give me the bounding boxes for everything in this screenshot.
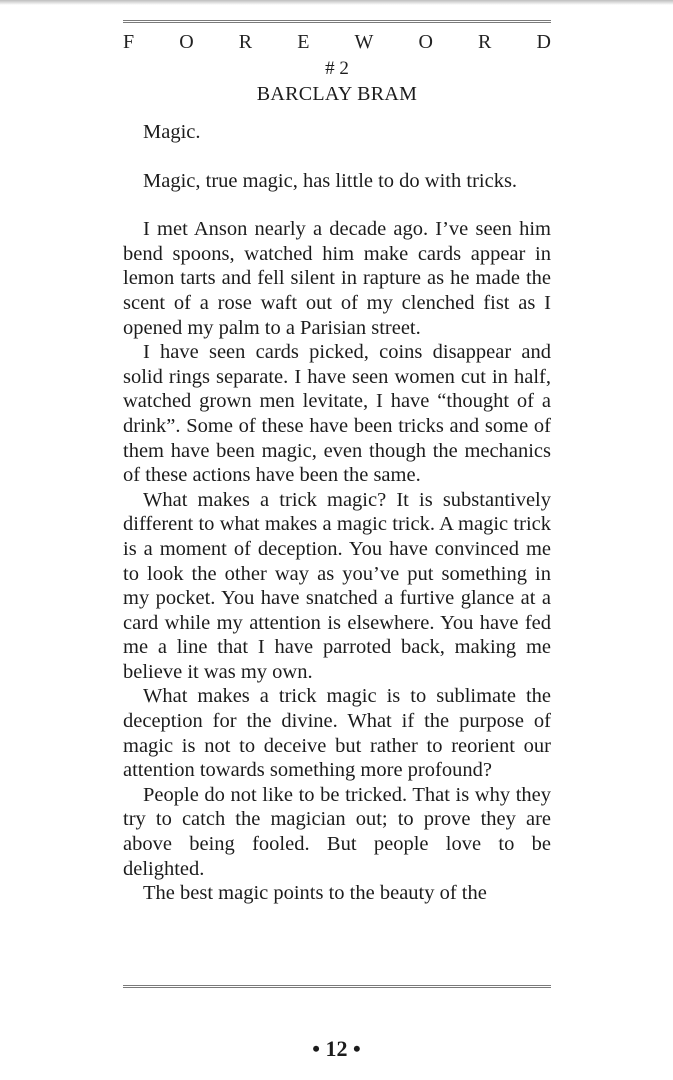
paragraph: Magic, true magic, has little to do with tricks.	[143, 169, 518, 192]
title-letter: E	[297, 31, 310, 53]
title-letter: O	[179, 31, 194, 53]
page-top-edge	[0, 0, 673, 5]
paragraph: I met Anson nearly a decade ago. I’ve seen him bend spoons, watched him make cards appear in lemon tarts and fell silent in rapture as he made the scent of a rose waft out of my clenched fist as I opened my palm to a Parisian street.	[123, 218, 551, 339]
body-text	[123, 120, 551, 906]
title-letter: D	[536, 31, 551, 53]
paragraph: People do not like to be tricked. That is why they try to catch the magician out; to prove they are above being fooled. But people love to be delighted.	[123, 783, 551, 880]
paragraph: I have seen cards picked, coins disappear and solid rings separate. I have seen women cut in half, watched grown men levitate, I have “thought of a drink”. Some of these have been tricks and some of them have been magic, even though the mechanics of these actions have been the same.	[123, 341, 551, 487]
paragraph: What makes a trick magic? It is substantively different to what makes a magic trick. A magic trick is a moment of deception. You have convinced me to look the other way as you’ve put something in my pocket. You have snatched a furtive glance at a card while my attention is elsewhere. You have fed me a line that I have parroted back, making me believe it was my own.	[123, 488, 551, 683]
paragraph: Magic.	[143, 121, 201, 143]
page-number: • 12 •	[312, 1036, 361, 1061]
title-letter: F	[123, 31, 135, 53]
title-letter: R	[238, 31, 253, 53]
paragraph: What makes a trick magic is to sublimate the deception for the divine. What if the purpose of magic is not to deceive but rather to reorient our attention towards something more profound?	[123, 685, 551, 782]
top-rule	[123, 20, 551, 23]
foreword-title	[123, 30, 551, 54]
foreword-number: # 2	[325, 58, 349, 79]
title-letter: R	[478, 31, 492, 53]
title-letter: O	[418, 31, 433, 53]
author-name: BARCLAY BRAM	[256, 83, 418, 105]
title-letter: W	[354, 31, 374, 53]
bottom-rule	[123, 985, 551, 988]
paragraph: The best magic points to the beauty of the	[143, 882, 487, 905]
chapter-header	[123, 30, 551, 106]
